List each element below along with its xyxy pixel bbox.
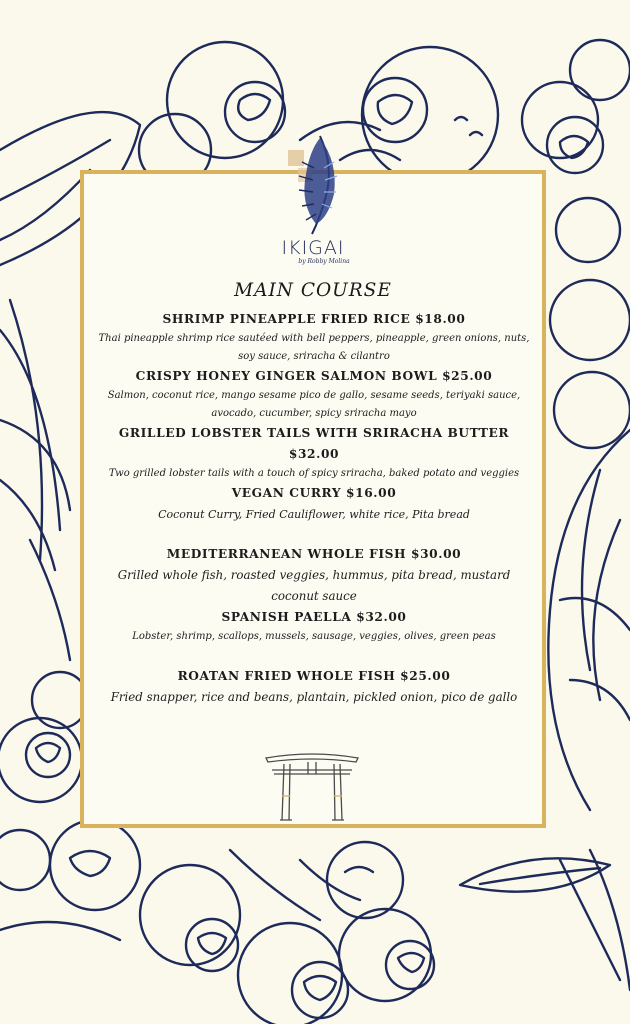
menu-item	[96, 666, 532, 708]
menu-item	[96, 607, 532, 646]
menu-item-title: SPANISH PAELLA $32.00	[221, 610, 407, 624]
feather-icon	[280, 128, 350, 238]
menu-item	[96, 309, 532, 366]
menu-item	[96, 366, 532, 423]
menu-item-desc: Salmon, coconut rice, mango sesame pico de gallo, sesame seeds, teriyaki sauce, avocado, cucumber, spicy sriracha mayo	[107, 390, 521, 419]
menu-item-title: MEDITERRANEAN WHOLE FISH $30.00	[166, 547, 462, 561]
menu-item-title: SHRIMP PINEAPPLE FRIED RICE $18.00	[162, 312, 466, 326]
menu-item-desc: Two grilled lobster tails with a touch of spicy sriracha, baked potato and veggies	[108, 468, 520, 479]
menu-item	[96, 423, 532, 483]
menu-item-desc: Lobster, shrimp, scallops, mussels, sausage, veggies, olives, green peas	[132, 631, 496, 642]
brand-tagline: by Robby Molina	[298, 258, 350, 265]
section-heading: MAIN COURSE	[234, 280, 392, 301]
menu-item-title: VEGAN CURRY $16.00	[231, 486, 397, 500]
menu-item	[96, 483, 532, 525]
menu-items	[96, 309, 532, 708]
menu-item-desc: Coconut Curry, Fried Cauliflower, white rice, Pita bread	[158, 508, 470, 521]
brand-name: IKIGAI	[281, 237, 345, 259]
menu-item-desc: Grilled whole fish, roasted veggies, hummus, pita bread, mustard coconut sauce	[117, 568, 511, 603]
brand-logo	[80, 238, 546, 266]
menu-item-desc: Thai pineapple shrimp rice sautéed with bell peppers, pineapple, green onions, nuts, soy sauce, sriracha & cilantro	[98, 333, 530, 362]
menu-item-title: CRISPY HONEY GINGER SALMON BOWL $25.00	[135, 369, 493, 383]
menu-item-title: ROATAN FRIED WHOLE FISH $25.00	[177, 669, 451, 683]
torii-gate-icon	[262, 750, 362, 825]
menu-item-desc: Fried snapper, rice and beans, plantain, pickled onion, pico de gallo	[110, 690, 518, 704]
menu-item-title: GRILLED LOBSTER TAILS WITH SRIRACHA BUTTER $32.00	[118, 426, 510, 461]
menu-item	[96, 544, 532, 607]
